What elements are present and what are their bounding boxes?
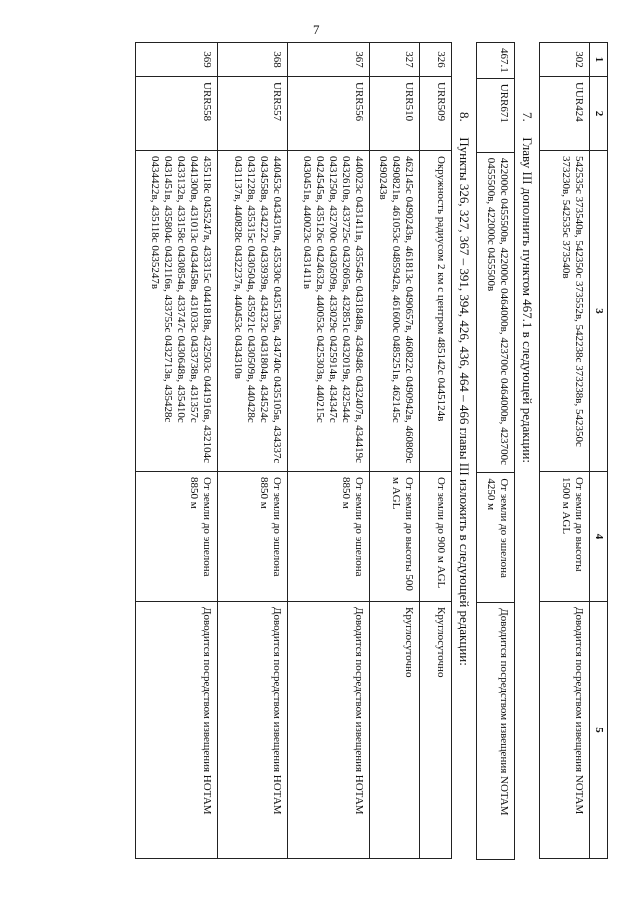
zone-schedule: Доводится посредством извещения НОТАМ [218, 602, 288, 859]
table-row [540, 43, 590, 859]
zone-coordinates: 462145с 0490243в, 461813с 0490657в, 460822с 0490942в, 460809с 0490821в, 461053с 0485942в, 461600с 0485251в, 462145с 0490243в [370, 151, 420, 472]
row-number: 467.1 [477, 43, 515, 79]
table-row [288, 43, 370, 859]
table-row [218, 43, 288, 859]
table-row [136, 43, 218, 859]
zone-schedule: Круглосуточно [420, 602, 452, 859]
paragraph-number: 8. [457, 112, 472, 122]
rotated-page-content [76, 42, 608, 860]
header-cell: 3 [590, 151, 608, 472]
zone-schedule: Доводится посредством извещения NOTAM [477, 603, 515, 860]
row-number: 326 [420, 43, 452, 77]
row-number: 367 [288, 43, 370, 77]
zone-altitude: От земли до высоты 500 м AGL [370, 472, 420, 602]
paragraph-number: 7. [520, 112, 535, 122]
zone-code: URR509 [420, 77, 452, 151]
zone-schedule: Доводится посредством извещения NOTAM [540, 602, 590, 859]
zone-code: URR556 [288, 77, 370, 151]
zone-altitude: От земли до высоты 1500 м AGL [540, 472, 590, 602]
zone-altitude: От земли до эшелона 4250 м [477, 473, 515, 603]
paragraph-7 [515, 42, 539, 860]
page-number: 7 [313, 22, 320, 37]
zone-coordinates: Окружность радиусом 2 км с центром 485142с 0445124в [420, 151, 452, 472]
table-467-1 [476, 42, 515, 860]
zone-code: URR558 [136, 77, 218, 151]
header-cell: 4 [590, 472, 608, 602]
zone-schedule: Круглосуточно [370, 602, 420, 859]
header-cell: 2 [590, 77, 608, 151]
zone-altitude: От земли до эшелона 8850 м [288, 472, 370, 602]
header-cell: 5 [590, 602, 608, 859]
zone-code: UUR424 [540, 77, 590, 151]
table-row [477, 43, 515, 860]
table-continuation [539, 42, 608, 859]
table-row [370, 43, 420, 859]
paragraph-text: Главу III дополнить пунктом 467.1 в следующей редакции: [520, 137, 535, 464]
zone-coordinates: 440453с 0434310в, 435330с 0435136в, 434740с 0435105в, 434337с 0434558в, 434222с 0433939в, 434323с 0431804в, 434524с 0431228в, 435315с 0430504в, 435921с 0430509в, 440428с 0431137в, 440828с 0432237в, 440453с 0434310в [218, 151, 288, 472]
zone-code: URR671 [477, 78, 515, 152]
header-cell: 1 [590, 43, 608, 77]
zone-schedule: Доводится посредством извещения НОТАМ [288, 602, 370, 859]
zone-schedule: Доводится посредством извещения НОТАМ [136, 602, 218, 859]
row-number: 302 [540, 43, 590, 77]
zone-coordinates: 542535с 373540в, 542350с 373552в, 542238с 373238в, 542350с 373230в, 542535с 373540в [540, 151, 590, 472]
zone-coordinates: 422000с 0455500в, 422000с 0464000в, 423700с 0464000в, 423700с 0455500в, 422000с 0455500в [477, 152, 515, 473]
table-replaced-points [135, 42, 452, 859]
table-row [420, 43, 452, 859]
header-row [590, 43, 608, 859]
row-number: 327 [370, 43, 420, 77]
zone-altitude: От земли до эшелона 8850 м [136, 472, 218, 602]
zone-coordinates: 435118с 0435247в, 433315с 0441818в, 432503с 0441916в, 432104с 0441300в, 431013с 0434458в, 431033с 0433738в, 431357с 0433132в, 433158с 0430854в, 433747с 0430648в, 435410с 0431451в, 435804с 0432116в, 433755с 0432713в, 435428с 0434422в, 435118с 0435247в [136, 151, 218, 472]
row-number: 368 [218, 43, 288, 77]
paragraph-text: Пункты 326, 327, 367 – 391, 394, 426, 436, 464 – 466 главы III изложить в следующей редакции: [457, 137, 472, 666]
zone-coordinates: 440023с 0431411в, 435549с 0431848в, 434948с 0432407в, 434419с 0432610в, 433725с 0432605в, 432851с 0432019в, 432544с 0431250в, 432700с 0430509в, 433029с 0425914в, 434347с 0424545в, 435126с 0424632в, 440053с 0425303в, 440215с 0430451в, 440023с 0431411в [288, 151, 370, 472]
row-number: 369 [136, 43, 218, 77]
zone-code: URR557 [218, 77, 288, 151]
zone-altitude: От земли до эшелона 8850 м [218, 472, 288, 602]
zone-altitude: От земли до 900 м AGL [420, 472, 452, 602]
zone-code: URR510 [370, 77, 420, 151]
paragraph-8 [452, 42, 476, 860]
